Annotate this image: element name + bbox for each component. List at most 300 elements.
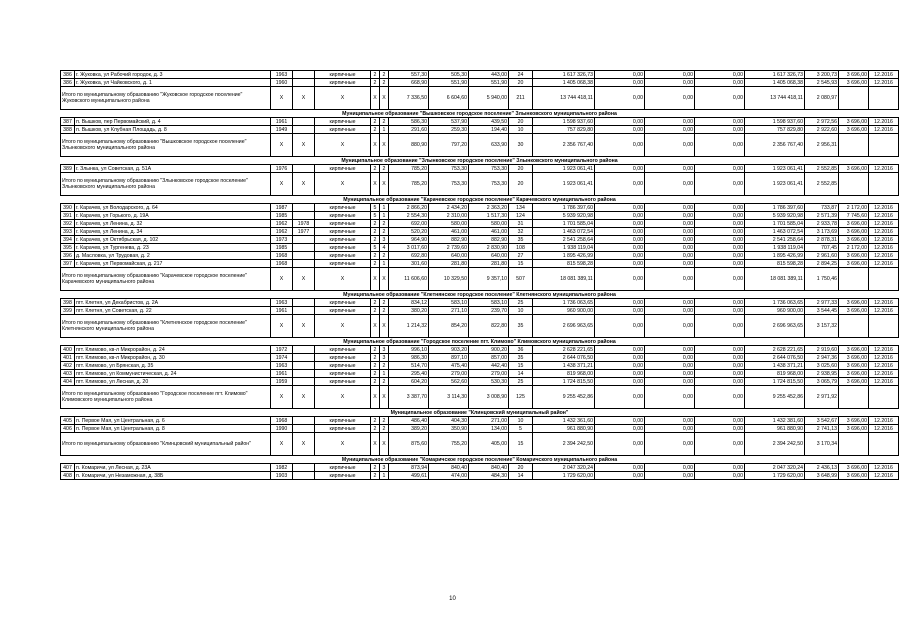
table-cell: Х <box>293 173 315 196</box>
table-cell: Х <box>293 87 315 110</box>
table-cell: 12.2016 <box>869 260 899 268</box>
table-cell: г. Карачев, ул Октябрьская, д. 102 <box>75 236 271 244</box>
table-cell: 2 947,36 <box>805 354 839 362</box>
table-cell: 753,30 <box>429 173 469 196</box>
table-cell: 9 255 452,86 <box>533 386 595 409</box>
table-cell: 0,00 <box>695 346 745 354</box>
subtotal-label: Итого по муниципальному образованию "Городское поселение пгт. Климово" Климовского муниципального района <box>61 386 271 409</box>
table-cell: 1982 <box>271 464 293 472</box>
table-cell: п. Вышков, ул Клубная Площадь, д. 8 <box>75 126 271 134</box>
table-cell: 391 <box>61 212 75 220</box>
table-cell: г. Карачев, ул Первомайская, д. 217 <box>75 260 271 268</box>
table-cell: 3 065,79 <box>805 378 839 386</box>
table-cell: 12.2016 <box>869 299 899 307</box>
table-cell: п. Первое Мая, ул Центральная, д. 8 <box>75 425 271 433</box>
table-cell: 3 696,00 <box>839 307 869 315</box>
table-cell: 1 432 361,60 <box>533 417 595 425</box>
table-cell: 1 <box>380 472 389 480</box>
table-cell: 20 <box>509 79 533 87</box>
table-cell: 1960 <box>271 79 293 87</box>
table-cell: 386 <box>61 71 75 79</box>
table-cell: пгт. Климово, ул Брянская, д. 35 <box>75 362 271 370</box>
table-cell: 24 <box>509 71 533 79</box>
table-cell: 2 <box>371 118 380 126</box>
table-cell: 7 745,60 <box>839 212 869 220</box>
table-cell <box>293 79 315 87</box>
table-cell: 819 968,00 <box>533 370 595 378</box>
table-cell: 1903 <box>271 472 293 480</box>
table-cell: пгт. Климово, ул Коммунистическая, д. 24 <box>75 370 271 378</box>
table-cell: 1 405 068,38 <box>745 79 805 87</box>
table-cell <box>293 378 315 386</box>
table-cell: 0,00 <box>695 464 745 472</box>
table-cell: 1 750,46 <box>805 268 839 291</box>
table-cell: г. Карачев, ул Тургенева, д. 23 <box>75 244 271 252</box>
table-cell: 2 <box>371 71 380 79</box>
subtotal-label: Итого по муниципальному образованию "Вышковское городское поселение" Злынковского муниципального района <box>61 134 271 157</box>
table-cell: 12.2016 <box>869 354 899 362</box>
table-cell: 1 <box>380 126 389 134</box>
table-cell: кирпичные <box>315 362 371 370</box>
table-cell: 815 598,28 <box>745 260 805 268</box>
subtotal-label: Итого по муниципальному образованию "Жуковское городское поселение" Жуковского муниципального района <box>61 87 271 110</box>
subtotal-row <box>61 268 899 291</box>
capital-repair-table <box>60 70 899 480</box>
table-cell: 815 598,28 <box>533 260 595 268</box>
table-cell: 819 968,00 <box>745 370 805 378</box>
table-cell: 12.2016 <box>869 236 899 244</box>
table-cell: 9 255 452,86 <box>745 386 805 409</box>
table-cell: 692,00 <box>389 220 429 228</box>
table-cell <box>293 425 315 433</box>
table-cell: 0,00 <box>595 165 645 173</box>
document-sheet <box>60 70 898 480</box>
table-cell: 0,00 <box>645 118 695 126</box>
table-cell: 0,00 <box>595 260 645 268</box>
table-cell: 1 923 061,41 <box>533 165 595 173</box>
table-cell <box>869 173 899 196</box>
table-cell: 271,10 <box>429 307 469 315</box>
table-cell: Х <box>293 268 315 291</box>
table-cell: 2 972,56 <box>805 118 839 126</box>
table-cell: 0,00 <box>595 425 645 433</box>
table-cell: пгт. Клетня, ул Декабристов, д. 2А <box>75 299 271 307</box>
table-cell <box>293 71 315 79</box>
table-cell: 0,00 <box>645 252 695 260</box>
table-cell: 3 696,00 <box>839 378 869 386</box>
table-cell: 2 436,13 <box>805 464 839 472</box>
table-cell: 1962 <box>271 220 293 228</box>
table-cell: 1 701 585,04 <box>533 220 595 228</box>
table-cell: 32 <box>509 228 533 236</box>
table-cell: 0,00 <box>695 362 745 370</box>
table-cell: 2 696 963,65 <box>745 315 805 338</box>
table-cell: 2 <box>371 220 380 228</box>
table-cell: 0,00 <box>695 378 745 386</box>
table-cell <box>869 134 899 157</box>
table-cell: 0,00 <box>595 71 645 79</box>
table-cell: 0,00 <box>695 299 745 307</box>
section-header-row <box>61 196 899 204</box>
table-cell: 301,60 <box>389 260 429 268</box>
table-cell: 0,00 <box>595 370 645 378</box>
table-cell: 0,00 <box>645 236 695 244</box>
table-cell: 2 552,85 <box>805 165 839 173</box>
table-cell: кирпичные <box>315 228 371 236</box>
subtotal-row <box>61 134 899 157</box>
table-cell: 0,00 <box>645 425 695 433</box>
table-cell: 0,00 <box>595 252 645 260</box>
table-row <box>61 126 899 134</box>
table-cell: 0,00 <box>645 307 695 315</box>
table-cell: г. Карачев, ул Ленина, д. 34 <box>75 228 271 236</box>
table-cell: кирпичные <box>315 236 371 244</box>
table-cell: 583,10 <box>469 299 509 307</box>
table-cell: 2 552,85 <box>805 173 839 196</box>
table-cell: 1963 <box>271 71 293 79</box>
table-cell: 12.2016 <box>869 472 899 480</box>
table-cell: Х <box>315 433 371 456</box>
table-cell <box>869 87 899 110</box>
table-cell: 2 <box>380 79 389 87</box>
table-row <box>61 378 899 386</box>
table-cell: 388 <box>61 126 75 134</box>
table-cell: 4 <box>380 244 389 252</box>
table-row <box>61 252 899 260</box>
table-cell: 753,30 <box>469 165 509 173</box>
table-cell: 271,00 <box>469 417 509 425</box>
table-cell: 0,00 <box>645 220 695 228</box>
table-cell: 387 <box>61 118 75 126</box>
table-cell: 0,00 <box>695 87 745 110</box>
table-cell: 960 900,00 <box>745 307 805 315</box>
table-cell: 0,00 <box>595 299 645 307</box>
table-row <box>61 417 899 425</box>
table-cell: 0,00 <box>645 260 695 268</box>
table-cell: 2 <box>371 370 380 378</box>
table-cell: кирпичные <box>315 244 371 252</box>
section-header-row <box>61 409 899 417</box>
table-cell: 259,30 <box>429 126 469 134</box>
table-cell: 1 438 371,21 <box>533 362 595 370</box>
table-cell: 2 <box>371 228 380 236</box>
table-row <box>61 464 899 472</box>
table-cell: 0,00 <box>645 346 695 354</box>
table-row <box>61 228 899 236</box>
table-cell: 0,00 <box>645 79 695 87</box>
table-cell: 10 <box>509 417 533 425</box>
table-cell: 2 047 320,24 <box>745 464 805 472</box>
subtotal-label: Итого по муниципальному образованию "Клинцовский муниципальный район" <box>61 433 271 456</box>
table-cell: 12.2016 <box>869 126 899 134</box>
table-cell: п. Вышков, пер Первомайский, д. 4 <box>75 118 271 126</box>
table-cell: 397 <box>61 260 75 268</box>
table-cell: 13 744 418,11 <box>745 87 805 110</box>
table-cell: 2 628 221,65 <box>745 346 805 354</box>
table-cell: 551,90 <box>429 79 469 87</box>
table-cell: 3 200,73 <box>805 71 839 79</box>
table-cell: 9 357,10 <box>469 268 509 291</box>
table-cell: 3 696,00 <box>839 236 869 244</box>
table-cell: 1 463 072,54 <box>533 228 595 236</box>
table-cell: 211 <box>509 87 533 110</box>
table-cell: 854,20 <box>429 315 469 338</box>
table-cell: 12.2016 <box>869 464 899 472</box>
table-cell <box>869 386 899 409</box>
table-cell <box>293 165 315 173</box>
table-cell: 797,20 <box>429 134 469 157</box>
table-row <box>61 79 899 87</box>
table-cell: 14 <box>509 370 533 378</box>
table-cell: Х <box>271 173 293 196</box>
table-cell: 2 <box>380 378 389 386</box>
table-cell: 3 696,00 <box>839 299 869 307</box>
table-cell: 0,00 <box>595 464 645 472</box>
table-cell: Х <box>293 433 315 456</box>
subtotal-row <box>61 173 899 196</box>
table-cell: 880,90 <box>389 134 429 157</box>
table-cell: 12.2016 <box>869 362 899 370</box>
table-cell: Х <box>271 134 293 157</box>
table-cell: п. Комаричи, ул Лесная, д. 23А <box>75 464 271 472</box>
table-cell: 0,00 <box>645 204 695 212</box>
table-cell: 3 696,00 <box>839 260 869 268</box>
table-cell <box>293 204 315 212</box>
table-cell: 2 <box>380 299 389 307</box>
table-cell: 0,00 <box>645 378 695 386</box>
table-cell: 1 701 585,04 <box>745 220 805 228</box>
table-cell: г. Карачев, ул Горького, д. 19А <box>75 212 271 220</box>
table-cell: 3 157,32 <box>805 315 839 338</box>
table-cell: 1 <box>380 212 389 220</box>
subtotal-label: Итого по муниципальному образованию "Карачевское городское поселение" Карачевского муниципального района <box>61 268 271 291</box>
table-cell: 1 438 371,21 <box>745 362 805 370</box>
table-cell: 1961 <box>271 307 293 315</box>
table-cell: 402 <box>61 362 75 370</box>
table-row <box>61 299 899 307</box>
table-cell: г. Жуковка, ул Чайковского, д. 1 <box>75 79 271 87</box>
table-cell: 2 <box>371 378 380 386</box>
table-cell: 757 829,80 <box>533 126 595 134</box>
table-cell: 31 <box>509 220 533 228</box>
table-cell: 2 356 767,40 <box>533 134 595 157</box>
table-cell <box>293 417 315 425</box>
table-cell: Х <box>293 315 315 338</box>
table-row <box>61 118 899 126</box>
table-cell: 2 <box>371 236 380 244</box>
table-cell: 134 <box>509 204 533 212</box>
table-cell: 1977 <box>293 228 315 236</box>
table-cell: 3 173,69 <box>805 228 839 236</box>
table-cell: 996,10 <box>389 346 429 354</box>
table-cell: 124 <box>509 212 533 220</box>
table-cell: Х <box>380 386 389 409</box>
table-cell: 14 <box>509 472 533 480</box>
table-cell: 3 648,99 <box>805 472 839 480</box>
table-cell: 0,00 <box>695 126 745 134</box>
table-cell <box>869 315 899 338</box>
table-cell: кирпичные <box>315 472 371 480</box>
table-cell: 1 463 072,54 <box>745 228 805 236</box>
table-cell: 405 <box>61 417 75 425</box>
table-cell: 873,94 <box>389 464 429 472</box>
table-cell: 1 786 397,60 <box>533 204 595 212</box>
table-row <box>61 165 899 173</box>
table-cell: 25 <box>509 299 533 307</box>
table-cell: 15 <box>509 362 533 370</box>
table-cell: кирпичные <box>315 417 371 425</box>
table-cell <box>293 362 315 370</box>
table-cell: кирпичные <box>315 260 371 268</box>
table-cell: 2 894,25 <box>805 260 839 268</box>
table-cell: 1 923 061,41 <box>745 165 805 173</box>
table-cell: 108 <box>509 244 533 252</box>
table-cell: 640,00 <box>429 252 469 260</box>
table-cell: 0,00 <box>645 87 695 110</box>
table-cell <box>839 87 869 110</box>
table-cell: 12.2016 <box>869 118 899 126</box>
table-cell: 903,20 <box>429 346 469 354</box>
table-cell: 12.2016 <box>869 244 899 252</box>
table-cell: 0,00 <box>645 268 695 291</box>
table-cell: 755,20 <box>429 433 469 456</box>
table-cell: 2 541 258,64 <box>533 236 595 244</box>
table-cell: 1959 <box>271 378 293 386</box>
table-cell: г. Карачев, ул Володарского, д. 64 <box>75 204 271 212</box>
table-cell: 0,00 <box>595 228 645 236</box>
table-cell: 279,00 <box>469 370 509 378</box>
table-cell: 291,60 <box>389 126 429 134</box>
table-cell: 0,00 <box>695 315 745 338</box>
table-cell: 1985 <box>271 244 293 252</box>
table-cell: 13 744 418,11 <box>533 87 595 110</box>
section-title: Муниципальное образование "Карачевское городское поселение" Карачевского муниципального района <box>343 196 616 203</box>
table-row <box>61 346 899 354</box>
table-cell: 461,00 <box>469 228 509 236</box>
table-cell: 0,00 <box>645 472 695 480</box>
table-cell: 1973 <box>271 236 293 244</box>
table-cell: пгт. Климово, ул Лесная, д. 20 <box>75 378 271 386</box>
table-cell: 12.2016 <box>869 378 899 386</box>
table-cell: 692,80 <box>389 252 429 260</box>
table-cell: кирпичные <box>315 118 371 126</box>
table-cell: 0,00 <box>595 346 645 354</box>
table-cell: 0,00 <box>695 228 745 236</box>
table-cell: 35 <box>509 236 533 244</box>
table-cell: 1 938 119,04 <box>533 244 595 252</box>
table-cell: 785,20 <box>389 173 429 196</box>
table-cell: 0,00 <box>595 118 645 126</box>
table-cell: 2 <box>371 165 380 173</box>
table-cell <box>293 126 315 134</box>
table-cell: 474,00 <box>429 472 469 480</box>
table-cell <box>293 244 315 252</box>
table-cell: 3 696,00 <box>839 126 869 134</box>
table-cell: 1 724 815,50 <box>533 378 595 386</box>
table-cell: 0,00 <box>695 204 745 212</box>
table-cell: 3 696,00 <box>839 464 869 472</box>
table-cell: 279,00 <box>429 370 469 378</box>
subtotal-label: Итого по муниципальному образованию "Злынковское городское поселение" Злынковского муниципального района <box>61 173 271 196</box>
table-cell: Х <box>315 386 371 409</box>
table-cell: 0,00 <box>695 433 745 456</box>
table-cell: 394 <box>61 236 75 244</box>
table-cell: 5 <box>371 212 380 220</box>
table-cell: 2 <box>371 472 380 480</box>
table-cell: 2 <box>371 362 380 370</box>
table-cell: 484,30 <box>469 472 509 480</box>
subtotal-row <box>61 315 899 338</box>
table-cell: 514,70 <box>389 362 429 370</box>
table-cell: 0,00 <box>645 433 695 456</box>
table-cell: 0,00 <box>595 417 645 425</box>
table-cell: 390 <box>61 204 75 212</box>
table-cell: кирпичные <box>315 220 371 228</box>
table-cell <box>839 173 869 196</box>
table-cell: 3 387,70 <box>389 386 429 409</box>
table-cell: 1962 <box>271 228 293 236</box>
table-cell <box>869 433 899 456</box>
table-cell: 3 696,00 <box>839 252 869 260</box>
table-cell: 2 <box>371 260 380 268</box>
table-cell: 134,00 <box>469 425 509 433</box>
table-cell: 392 <box>61 220 75 228</box>
table-cell: 0,00 <box>645 244 695 252</box>
table-cell: 0,00 <box>695 165 745 173</box>
table-cell: 2 080,97 <box>805 87 839 110</box>
table-cell: кирпичные <box>315 79 371 87</box>
table-cell: Х <box>380 134 389 157</box>
table-cell: 707,45 <box>805 244 839 252</box>
table-cell: 2 <box>371 425 380 433</box>
table-cell: 0,00 <box>695 417 745 425</box>
table-cell: 0,00 <box>695 354 745 362</box>
table-row <box>61 204 899 212</box>
section-title: Муниципальное образование "Клинцовский муниципальный район" <box>390 409 569 416</box>
table-cell: 3 <box>380 464 389 472</box>
table-cell: 403 <box>61 370 75 378</box>
table-cell: 1 729 620,00 <box>745 472 805 480</box>
table-cell: 1963 <box>271 362 293 370</box>
table-cell: 15 <box>509 260 533 268</box>
table-cell <box>293 260 315 268</box>
section-header-row <box>61 338 899 346</box>
table-cell: 1961 <box>271 118 293 126</box>
table-cell: 3 696,00 <box>839 71 869 79</box>
table-cell: Х <box>380 268 389 291</box>
table-cell: 0,00 <box>595 354 645 362</box>
table-cell: 35 <box>509 354 533 362</box>
table-cell: Х <box>271 433 293 456</box>
table-cell: 11 606,60 <box>389 268 429 291</box>
table-cell: Х <box>380 433 389 456</box>
table-cell: 12.2016 <box>869 71 899 79</box>
table-cell: 5 939 920,98 <box>745 212 805 220</box>
table-cell: 1 938 119,04 <box>745 244 805 252</box>
table-cell: кирпичные <box>315 425 371 433</box>
table-cell: 12.2016 <box>869 165 899 173</box>
table-cell: 12.2016 <box>869 346 899 354</box>
table-cell: 964,90 <box>389 236 429 244</box>
table-cell: 551,90 <box>469 79 509 87</box>
table-cell: Х <box>271 315 293 338</box>
table-cell: 505,30 <box>429 71 469 79</box>
table-cell: 1 214,32 <box>389 315 429 338</box>
table-cell: 0,00 <box>695 71 745 79</box>
table-cell: 604,20 <box>389 378 429 386</box>
table-cell: кирпичные <box>315 165 371 173</box>
table-cell: кирпичные <box>315 307 371 315</box>
